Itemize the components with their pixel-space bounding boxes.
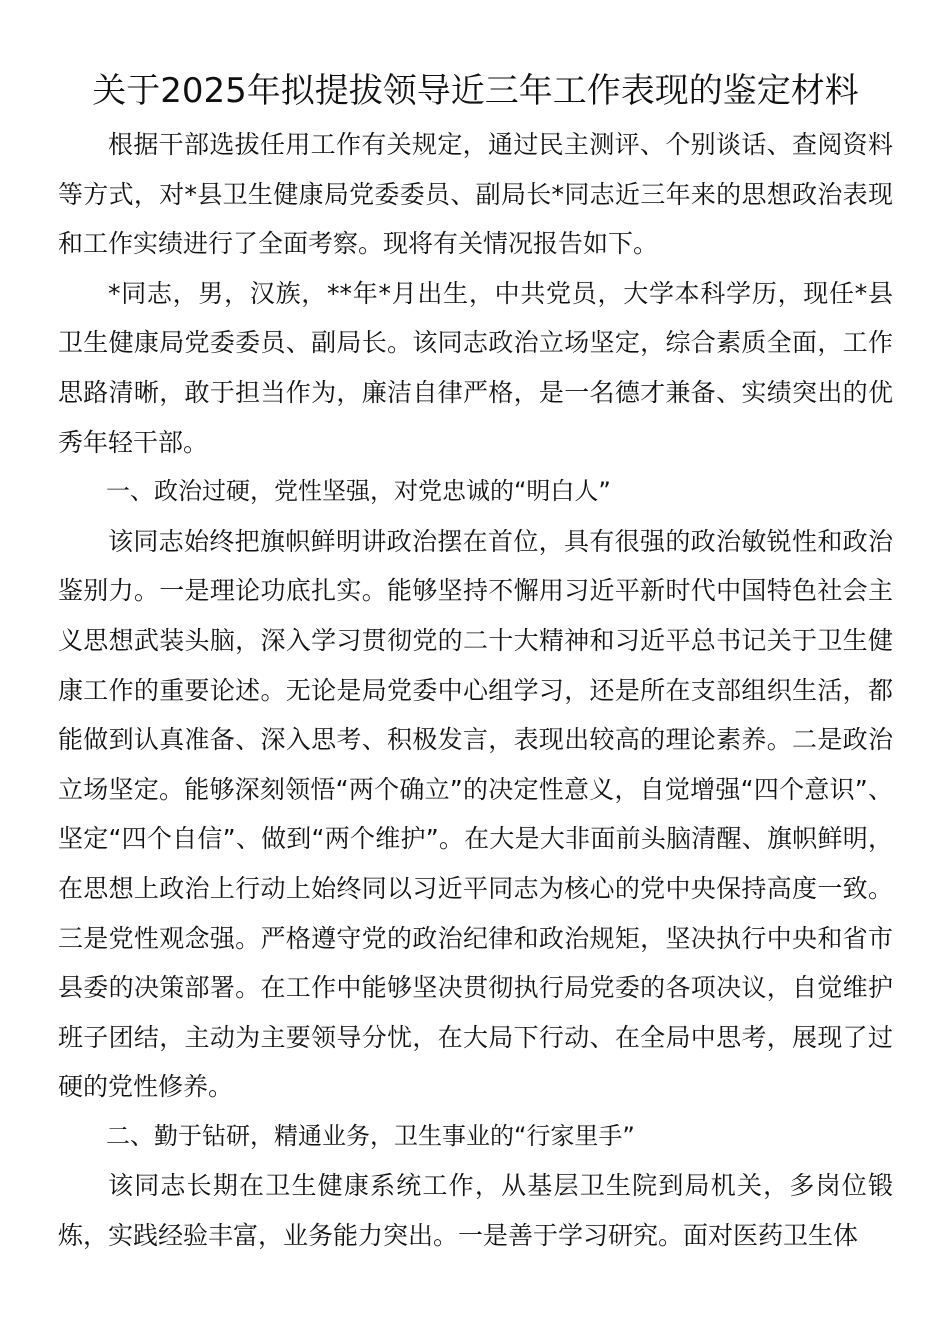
intro-paragraph: 根据干部选拔任用工作有关规定，通过民主测评、个别谈话、查阅资料等方式，对*县卫生健康局党委委员、副局长*同志近三年来的思想政治表现和工作实绩进行了全面考察。现将有关情况报告如下。 bbox=[58, 130, 893, 259]
document-page bbox=[58, 64, 893, 1261]
section-1-body: 该同志始终把旗帜鲜明讲政治摆在首位，具有很强的政治敏锐性和政治鉴别力。一是理论功底扎实。能够坚持不懈用习近平新时代中国特色社会主义思想武装头脑，深入学习贯彻党的二十大精神和习近平总书记关于卫生健康工作的重要论述。无论是局党委中心组学习，还是所在支部组织生活，都能做到认真准备、深入思考、积极发言，表现出较高的理论素养。二是政治立场坚定。能够深刻领悟“两个确立”的决定性意义，自觉增强“四个意识”、坚定“四个自信”、做到“两个维护”。在大是大非面前头脑清醒、旗帜鲜明，在思想上政治上行动上始终同以习近平同志为核心的党中央保持高度一致。三是党性观念强。严格遵守党的政治纪律和政治规矩，坚决执行中央和省市县委的决策部署。在工作中能够坚决贯彻执行局党委的各项决议，自觉维护班子团结，主动为主要领导分忧，在大局下行动、在全局中思考，展现了过硬的党性修养。 bbox=[58, 526, 893, 1102]
section-2-body: 该同志长期在卫生健康系统工作，从基层卫生院到局机关，多岗位锻炼，实践经验丰富，业务能力突出。一是善于学习研究。面对医药卫生体 bbox=[58, 1171, 893, 1251]
document-title: 关于2025年拟提拔领导近三年工作表现的鉴定材料 bbox=[92, 71, 859, 111]
section-heading-2: 二、勤于钻研，精通业务，卫生事业的“行家里手” bbox=[106, 1121, 635, 1150]
profile-paragraph: *同志，男，汉族，**年*月出生，中共党员，大学本科学历，现任*县卫生健康局党委委员、副局长。该同志政治立场坚定，综合素质全面，工作思路清晰，敢于担当作为，廉洁自律严格，是一名德才兼备、实绩突出的优秀年轻干部。 bbox=[58, 278, 893, 457]
section-heading-1: 一、政治过硬，党性坚强，对党忠诚的“明白人” bbox=[106, 477, 611, 506]
